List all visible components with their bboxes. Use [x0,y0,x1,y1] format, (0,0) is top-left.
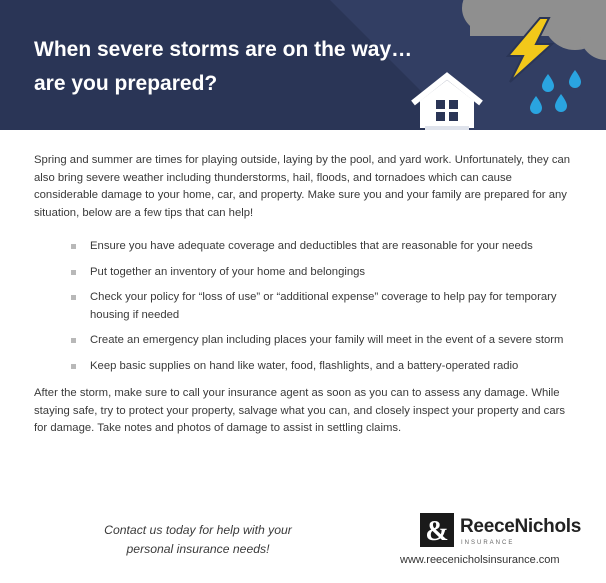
logo-wordmark: ReeceNichols [460,516,582,537]
website-link[interactable]: www.reecenicholsinsurance.com [400,554,560,566]
reecenichols-logo [420,513,582,549]
header-banner [0,0,606,130]
tip-item [90,332,574,350]
tip-text: Ensure you have adequate coverage and deductibles that are reasonable for your needs [90,240,533,252]
tip-item [90,358,574,376]
after-storm-paragraph: After the storm, make sure to call your insurance agent as soon as you can to assess any damage. While staying safe, try to protect your property, salvage what you can, and closely inspect your property and cars for damage. Take notes and photos of damage to assist in settling claims. [34,387,566,434]
bullet-square-icon [71,270,76,275]
tips-list [34,238,574,375]
raindrop-icon [530,70,581,114]
cta-line-2: personal insurance needs! [126,542,270,556]
tip-text: Put together an inventory of your home and belongings [90,265,366,278]
article-body [34,152,574,438]
tip-text: Check your policy for “loss of use” or “additional expense” coverage to help pay for temporary housing if needed [90,291,557,321]
bullet-square-icon [71,244,76,249]
contact-callout [68,521,328,559]
tip-item [90,238,574,256]
house-icon [413,76,481,130]
tip-text: Keep basic supplies on hand like water, food, flashlights, and a battery-operated radio [90,359,519,372]
bullet-square-icon [71,338,76,343]
tip-item [90,289,574,324]
bullet-square-icon [71,364,76,369]
cta-line-1: Contact us today for help with your [104,523,292,537]
logo-subtitle: INSURANCE [461,540,515,546]
storm-illustration [0,0,606,130]
svg-text:&: & [425,516,449,547]
ampersand-logo-icon [420,513,456,547]
intro-paragraph: Spring and summer are times for playing outside, laying by the pool, and yard work. Unfortunately, they can also bring severe weather including thunderstorms, hail, floods, and tornadoes which can cause considerable damage to your home, car, and property. Make sure you and your family are prepared for any situation, below are a few tips that can help! [34,154,571,219]
tip-text: Create an emergency plan including places your family will meet in the event of a severe storm [90,334,564,346]
title-line-1: When severe storms are on the way… [34,38,413,61]
title-line-2: are you prepared? [34,72,218,95]
bullet-square-icon [71,295,76,300]
tip-item [90,264,574,282]
